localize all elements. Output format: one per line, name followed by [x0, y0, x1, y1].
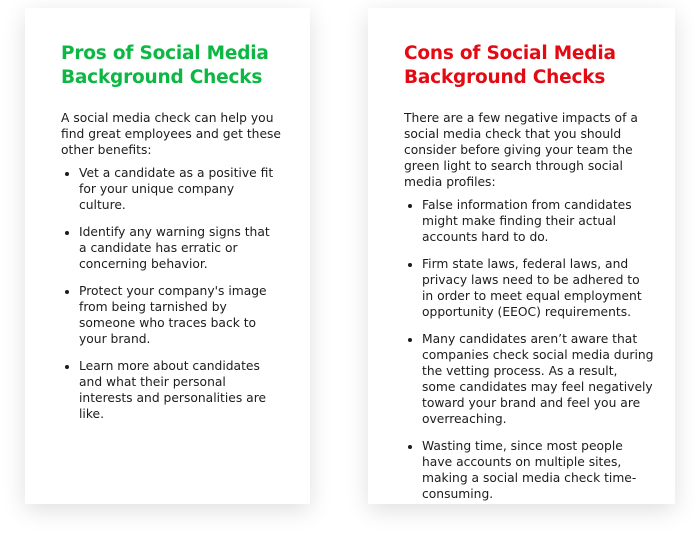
list-item: • Wasting time, since most people have accounts on multiple sites, making a social media check time-consuming. [422, 438, 654, 502]
list-item: • Firm state laws, federal laws, and privacy laws need to be adhered to in order to meet equal employment opportunity (EEOC) requirements. [422, 256, 654, 320]
list-item: • False information from candidates might make finding their actual accounts hard to do. [422, 197, 654, 245]
title-line: Background Checks [404, 67, 606, 88]
title-line: Background Checks [61, 67, 263, 88]
pros-title [61, 42, 310, 90]
cons-card [368, 8, 675, 504]
pros-list [61, 165, 310, 422]
cons-list [404, 197, 675, 502]
cons-title [404, 42, 675, 90]
title-line: Cons of Social Media [404, 43, 616, 64]
list-item: • Vet a candidate as a positive fit for your unique company culture. [79, 165, 279, 213]
pros-card [25, 8, 310, 504]
list-item: • Many candidates aren’t aware that companies check social media during the vetting process. As a result, some candidates may feel negatively toward your brand and feel you are overreaching. [422, 331, 654, 427]
title-line: Pros of Social Media [61, 43, 269, 64]
pros-intro: A social media check can help you find great employees and get these other benefits: [61, 111, 281, 157]
cons-intro: There are a few negative impacts of a social media check that you should consider before giving your team the green light to search through social media profiles: [404, 111, 638, 189]
list-item: • Learn more about candidates and what their personal interests and personalities are like. [79, 358, 279, 422]
list-item: • Identify any warning signs that a candidate has erratic or concerning behavior. [79, 224, 279, 272]
list-item: • Protect your company's image from being tarnished by someone who traces back to your brand. [79, 283, 279, 347]
